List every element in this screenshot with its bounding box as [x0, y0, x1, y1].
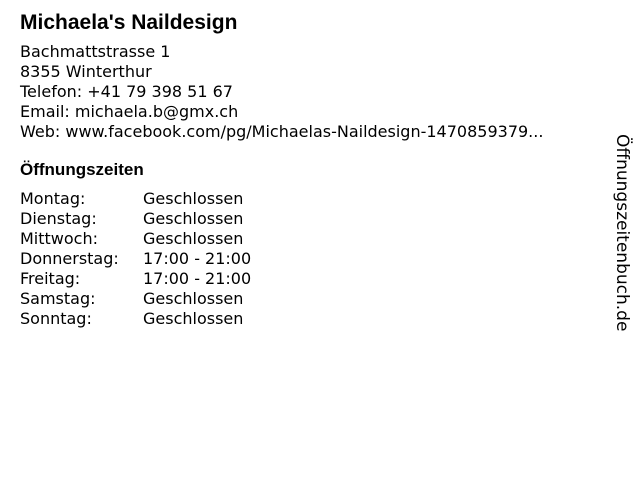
city-line: 8355 Winterthur	[20, 62, 152, 81]
hours-row-monday	[20, 189, 251, 209]
hours-row-tuesday	[20, 209, 251, 229]
street-address: Bachmattstrasse 1	[20, 42, 171, 61]
hours-row-saturday	[20, 289, 251, 309]
day-label: Dienstag:	[20, 209, 97, 228]
business-card	[20, 10, 600, 329]
hours-row-sunday	[20, 309, 251, 329]
web-line: Web: www.facebook.com/pg/Michaelas-Naildesign-1470859379...	[20, 122, 544, 141]
day-hours: Geschlossen	[143, 309, 244, 328]
day-label: Mittwoch:	[20, 229, 98, 248]
address-block	[20, 42, 600, 142]
email-line: Email: michaela.b@gmx.ch	[20, 102, 239, 121]
day-hours: Geschlossen	[143, 289, 244, 308]
day-hours: 17:00 - 21:00	[143, 269, 252, 288]
phone-line: Telefon: +41 79 398 51 67	[20, 82, 233, 101]
day-hours: 17:00 - 21:00	[143, 249, 252, 268]
day-label: Sonntag:	[20, 309, 92, 328]
day-hours: Geschlossen	[143, 209, 244, 228]
hours-row-thursday	[20, 249, 251, 269]
site-brand-vertical: Öffnungszeitenbuch.de	[612, 134, 632, 332]
hours-row-wednesday	[20, 229, 251, 249]
opening-hours-title: Öffnungszeiten	[20, 160, 144, 179]
day-label: Samstag:	[20, 289, 96, 308]
opening-hours-table	[20, 189, 251, 329]
day-label: Freitag:	[20, 269, 81, 288]
hours-row-friday	[20, 269, 251, 289]
day-label: Montag:	[20, 189, 86, 208]
business-name: Michaela's Naildesign	[20, 11, 238, 34]
day-hours: Geschlossen	[143, 189, 244, 208]
day-label: Donnerstag:	[20, 249, 119, 268]
day-hours: Geschlossen	[143, 229, 244, 248]
